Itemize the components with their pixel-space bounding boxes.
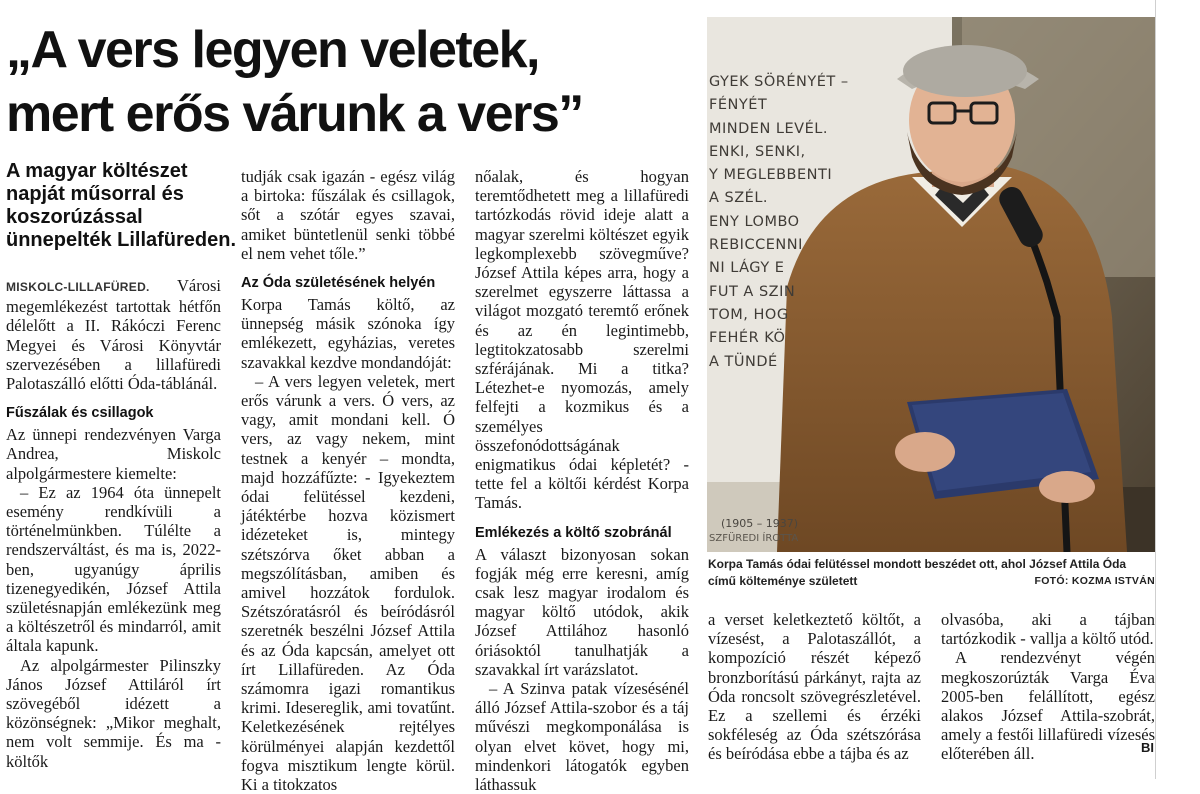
paragraph: nőalak, és hogyan teremtődhetett meg a lillafüredi tartózkodás rövid ideje alatt a magyar szerelmi költészet egyik legkomplexebb szövegműve? József Attila képes arra, hogy a szerelmet egyszerre láttassa a világot mozgató teremtő erőnek és az én legintimebb, legtitokzatosabb szerelmi szférájának. Mi a titka? Létezhet-e nyomozás, amely felfejti a kozmikus és a személyes összefonódottságának enigmatikus ódai képletét? - tette fel a költői kérdést Korpa Tamás. [475,167,689,513]
plaque-date: (1905 – 1937) [721,517,799,530]
plaque-line: A TÜNDÉ [709,353,778,370]
subheading-oda: Az Óda születésének helyén [241,275,436,292]
paragraph: tudják csak igazán - egész világ a birtoka: fűszálak és csillagok, sőt a szótár egyes szavai, amiket büntetlenül senki többé el nem vehet tőle.” [241,167,455,263]
headline-line-2: mert erős várunk a vers” [6,85,583,143]
intro-paragraph [6,276,221,393]
paragraph: a verset keletkeztető költőt, a vízesést, a Palotaszállót, a kompozíció részét képező bronzborítású párkányt, rajta az Óda roncsolt szövegrészletével. Ez a szellemi és érzéki sokféleség az Óda szétszórása és beíródása ebbe a tájba és az [708,610,921,764]
speaker-photo [707,17,1155,552]
subheading-fuszalak: Fűszálak és csillagok [6,405,154,422]
plaque-bottom-text: SZFÜREDI ÍROTTA [709,533,799,544]
dateline: MISKOLC-LILLAFÜRED. [6,280,150,294]
plaque-text [709,71,949,374]
plaque-line: MINDEN LEVÉL. [709,120,828,137]
paragraph: Korpa Tamás költő, az ünnepség másik szónoka így emlékezett, egyházias, veretes szavakkal kezdve mondandóját: [241,295,455,372]
paragraph: Az alpolgármester Pilinszky János József Attiláról írt szövegéből idézett a közönségnek: „Mikor meghalt, nem volt semmije. És ma - költők [6,655,221,771]
intro-text: Városi megemlékezést tartottak hétfőn délelőtt a II. Rákóczi Ferenc Megyei és Városi Könyvtár szervezésében a lillafüredi Palotaszálló előtti Óda-táblánál. [6,276,221,394]
paragraph: olvasóba, aki a tájban tartózkodik - vallja a költő utód. [941,610,1155,649]
article-column-3 [475,167,689,794]
plaque-line: TOM, HOG [709,306,789,323]
article-column-4 [708,610,921,764]
lead-paragraph: A magyar költészet napját műsorral és koszorúzással ünnepelték Lillafüreden. [6,160,237,251]
page-edge-rule [1155,0,1156,779]
quote-paragraph: – A vers legyen veletek, mert erős várunk a vers. Ó vers, az vagy, amit mondani kell. Ó vers, az vagy nekem, mint testnek a kenyér – mondta, majd hozzáfűzte: - Igyekeztem ódai felütéssel kezdeni, játéktérbe hozva közismert idézeteket is, mintegy szétszórva őket abban a megszólításban, amiben és amivel hozzátok fordulok. Szétszóratásról és beíródásról szeretnék beszélni József Attila és az Óda kapcsán, amelyet ott írt Lillafüreden. Az Óda számomra igazi romantikus krimi. Idesereglik, ami tovatűnt. Keletkezésének rejtélyes körülményei alapján kezdettől fogva misztikum lengte körül. Ki a titokzatos [241,371,455,794]
plaque-line: Y MEGLEBBENTI [709,167,833,184]
plaque-line: FUT A SZIN [709,283,796,300]
plaque-line: ENY LOMBO [709,213,800,230]
plaque-line: REBICCENNI [709,237,803,254]
caption-text: Korpa Tamás ódai felütéssel mondott beszédet ott, ahol József Attila Óda című költeménye született [708,557,1127,588]
paragraph: Az ünnepi rendezvényen Varga Andrea, Miskolc alpolgármestere kiemelte: [6,425,221,483]
plaque-line: ENKI, SENKI, [709,143,806,160]
plaque-line: FEHÉR KÖ [709,330,786,347]
article-column-2 [241,167,455,794]
quote-paragraph: – Ez az 1964 óta ünnepelt esemény rendkívüli a történelmünkben. Túlélte a rendszerváltást, és ma is, 2022-ben, ugyanúgy április tizenegyedikén, József Attila születésnapján emlékezünk meg a költészetről és mindarról, amit általa kapunk. [6,482,221,656]
plaque-line: A SZÉL. [709,190,769,207]
author-signature: BI [1141,740,1154,755]
photo-credit: FOTÓ: KOZMA ISTVÁN [1034,575,1155,587]
subheading-szobor: Emlékezés a költő szobránál [475,524,672,541]
article-column-1 [6,276,221,771]
paragraph: A rendezvényt végén megkoszorúzták Varga Éva 2005-ben felállított, egész alakos József Attila-szobrát, amely a festői lillafüredi vízesés előterében áll. [941,648,1155,764]
headline-line-1: „A vers legyen veletek, [6,21,540,79]
plaque-line: GYEK SÖRÉNYÉT – [709,74,849,90]
article-column-5 [941,610,1155,764]
speaker-hand [895,432,955,472]
plaque-line: NI LÁGY E [709,260,785,277]
plaque-line: FÉNYÉT [709,97,768,114]
photo-caption [708,556,1155,590]
paragraph: A választ bizonyosan sokan fogják még erre keresni, amíg csak lesz magyar irodalom és magyar költő utódok, akik József Attilához hasonló óriásoktól tanulhatják a szavakkal írt varázslatot. [475,544,689,679]
quote-paragraph: – A Szinva patak vízesésénél álló József Attila-szobor és a táj művészi megkomponálása is olyan elvet követ, hogy mi, mindenkori látogatók egyben láthassuk [475,679,689,794]
